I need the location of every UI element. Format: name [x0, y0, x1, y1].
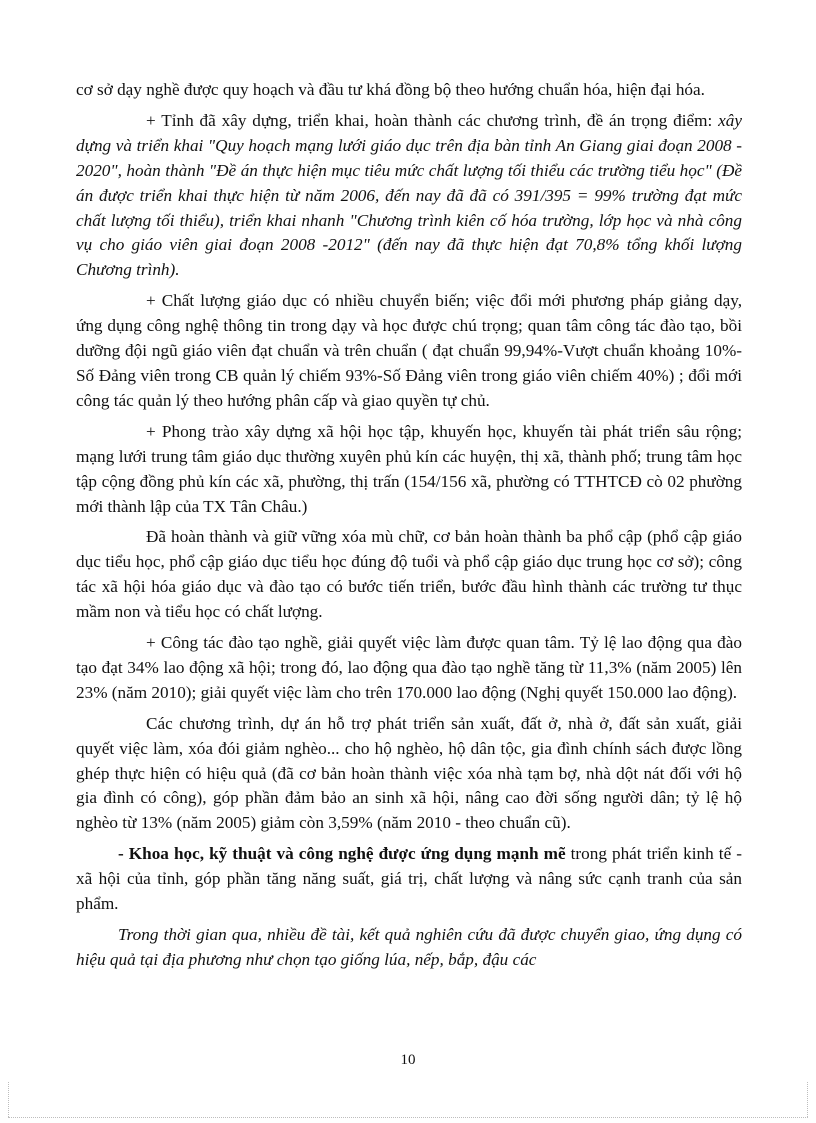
paragraph-2-italic: xây dựng và triển khai "Quy hoạch mạng lưới giáo dục trên địa bàn tỉnh An Giang giai đoạn 2008 - 2020", hoàn thành "Đề án thực hiện mục tiêu mức chất lượng tối thiểu các trường tiểu học" (Đề án được triển khai thực hiện từ năm 2006, đến nay đã đã có 391/395 = 99% trường đạt mức chất lượng tối thiểu), triển khai nhanh "Chương trình kiên cố hóa trường, lớp học và nhà công vụ cho giáo viên giai đoạn 2008 -2012" (đến nay đã thực hiện đạt 70,8% tổng khối lượng Chương trình).: [76, 110, 742, 280]
paragraph-3: + Chất lượng giáo dục có nhiều chuyển biến; việc đổi mới phương pháp giảng dạy, ứng dụng công nghệ thông tin trong dạy và học được chú trọng; quan tâm công tác đào tạo, bồi dưỡng đội ngũ giáo viên đạt chuẩn và trên chuẩn ( đạt chuẩn 99,94%-Vượt chuẩn khoảng 10%-Số Đảng viên trong CB quản lý chiếm 93%-Số Đảng viên trong giáo viên chiếm 40%) ; đổi mới công tác quản lý theo hướng phân cấp và giao quyền tự chủ.: [76, 291, 742, 410]
paragraph-1: cơ sở dạy nghề được quy hoạch và đầu tư khá đồng bộ theo hướng chuẩn hóa, hiện đại hóa.: [76, 80, 705, 99]
paragraph-2-lead: + Tỉnh đã xây dựng, triển khai, hoàn thành các chương trình, đề án trọng điểm:: [146, 110, 719, 130]
paragraph-8: [76, 842, 742, 917]
paragraph-5: Đã hoàn thành và giữ vững xóa mù chữ, cơ bản hoàn thành ba phổ cập (phổ cập giáo dục tiểu học, phổ cập giáo dục tiểu học đúng độ tuổi và phổ cập giáo dục trung học cơ sở); công tác xã hội hóa giáo dục và đào tạo có bước tiến triển, bước đầu hình thành các trường tư thục mầm non và tiểu học có chất lượng.: [76, 527, 742, 622]
paragraph-4: + Phong trào xây dựng xã hội học tập, khuyến học, khuyến tài phát triển sâu rộng; mạng lưới trung tâm giáo dục thường xuyên phủ kín các huyện, thị xã, thành phố; trung tâm học tập cộng đồng phủ kín các xã, phường, thị trấn (154/156 xã, phường có TTHTCĐ cò 02 phường mới thành lập của TX Tân Châu.): [76, 421, 742, 516]
paragraph-8-rest: trong phát triển kinh tế - xã hội của tỉnh, góp phần tăng năng suất, giá trị, chất lượng và nâng sức cạnh tranh của sản phẩm.: [76, 844, 742, 914]
document-body: [76, 78, 742, 973]
paragraph-7: Các chương trình, dự án hỗ trợ phát triển sản xuất, đất ở, nhà ở, đất sản xuất, giải quyết việc làm, xóa đói giảm nghèo... cho hộ nghèo, hộ dân tộc, gia đình chính sách được lồng ghép thực hiện có hiệu quả (đã cơ bản hoàn thành việc xóa nhà tạm bợ, nhà dột nát đối với hộ gia đình có công), góp phần đảm bảo an sinh xã hội, nâng cao đời sống người dân; tỷ lệ hộ nghèo từ 13% (năm 2005) giảm còn 3,59% (năm 2010 - theo chuẩn cũ).: [76, 713, 742, 833]
page-border-left: [8, 1082, 9, 1117]
page-number: 10: [400, 1052, 416, 1068]
page-border-right: [807, 1082, 808, 1117]
paragraph-2: [76, 109, 742, 283]
paragraph-8-heading: - Khoa học, kỹ thuật và công nghệ được ứng dụng mạnh mẽ: [118, 844, 566, 864]
paragraph-6: + Công tác đào tạo nghề, giải quyết việc làm được quan tâm. Tỷ lệ lao động qua đào tạo đạt 34% lao động xã hội; trong đó, lao động qua đào tạo nghề tăng từ 11,3% (năm 2005) lên 23% (năm 2010); giải quyết việc làm cho trên 170.000 lao động (Nghị quyết 150.000 lao động).: [76, 633, 742, 702]
paragraph-9: Trong thời gian qua, nhiều đề tài, kết quả nghiên cứu đã được chuyển giao, ứng dụng có hiệu quả tại địa phương như chọn tạo giống lúa, nếp, bắp, đậu các: [76, 925, 742, 969]
page-border-bottom: [8, 1117, 808, 1118]
